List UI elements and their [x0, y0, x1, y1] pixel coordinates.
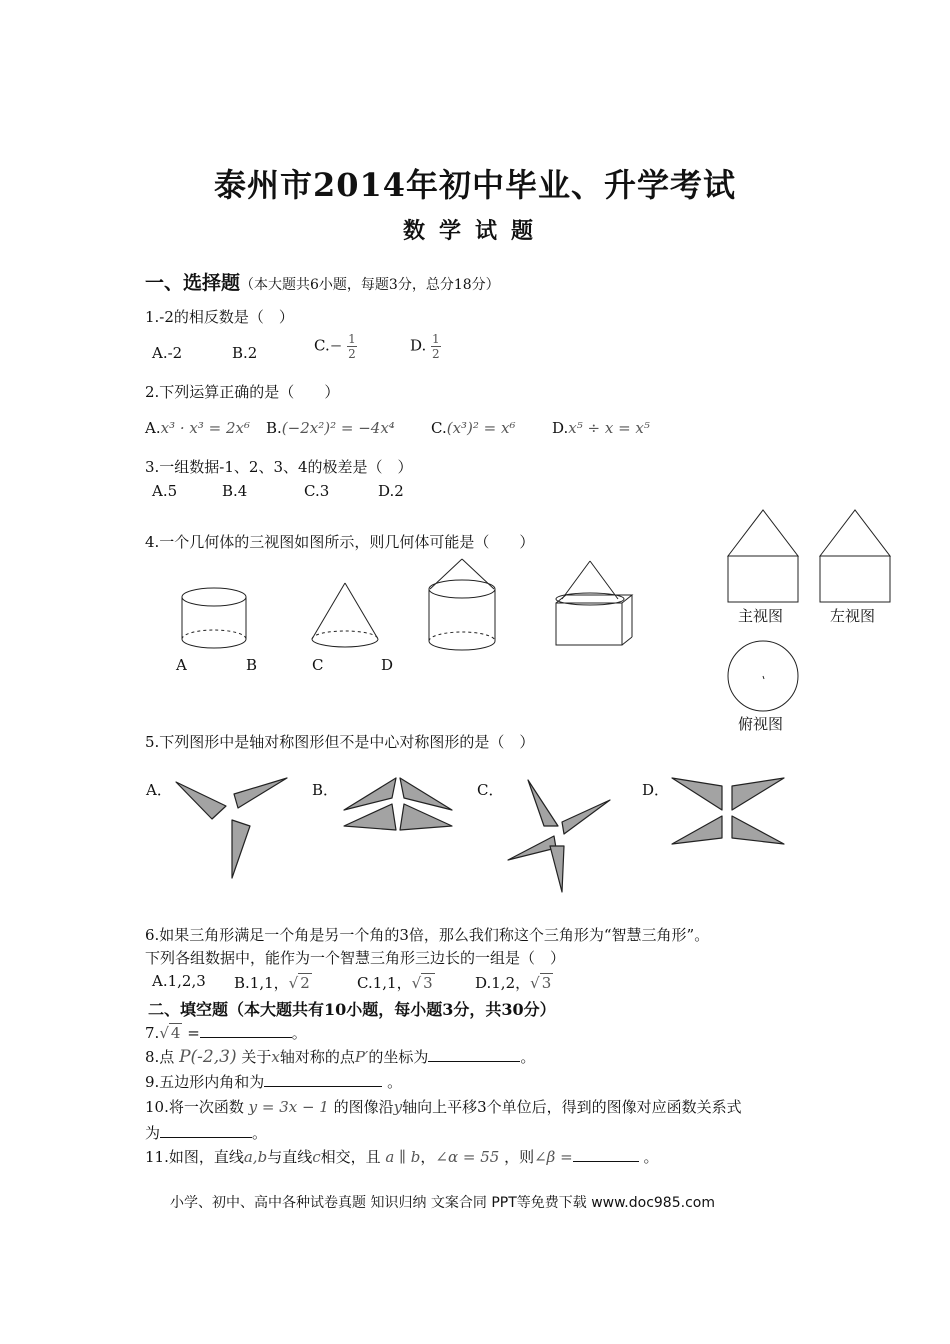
figure-d [672, 778, 784, 844]
top-view-label: 俯视图 [738, 715, 784, 733]
q11 [145, 1146, 658, 1167]
q6-b-radicand: 2 [300, 974, 310, 992]
q9-text: 9.五边形内角和为 [145, 1073, 265, 1091]
section1-title: 一、选择题 [145, 272, 241, 294]
left-view [820, 510, 890, 602]
q6-option-a: A.1,2,3 [152, 972, 206, 990]
left-view-label: 左视图 [830, 607, 876, 625]
q6-c-radicand: 3 [423, 974, 433, 992]
q5-label-d: D． [642, 781, 670, 799]
q11-comma: ， [420, 1148, 436, 1166]
page-footer: 小学、初中、高中各种试卷真题 知识归纳 文案合同 PPT等免费下载 www.doc985.com [170, 1195, 715, 1211]
q6-d-sqrt: √ 3 [530, 974, 552, 992]
q2-option-a [145, 419, 250, 437]
q8 [145, 1046, 535, 1067]
q6-b-sqrt: √ 2 [288, 974, 310, 992]
q4-label-b: B [246, 656, 258, 674]
q1-c-sign: − [329, 336, 343, 355]
q2-option-b [266, 419, 395, 437]
top-view [728, 641, 798, 711]
q2-c-label: C. [431, 419, 447, 437]
q6-stem-line1: 6.如果三角形满足一个角是另一个角的3倍，那么我们称这个三角形为“智慧三角形”。 [145, 926, 710, 944]
figure-b [344, 778, 452, 830]
q11-number: 11.如图，直线 [145, 1148, 244, 1166]
q2-a-math: x³ · x³ = 2x⁶ [160, 419, 250, 437]
q8-axis: x [271, 1048, 280, 1066]
page-subtitle: 数学试题 [402, 218, 547, 244]
q1-option-c-label: C. [314, 336, 330, 355]
q10-number: 10.将一次函数 [145, 1098, 249, 1116]
q11-post: ，则 [499, 1148, 535, 1166]
q4-label-c: C [312, 656, 324, 674]
q1-c-num: 1 [348, 332, 356, 346]
q1-option-c [314, 332, 357, 361]
q5-label-b: B． [312, 781, 339, 799]
q6-d-label: D.1,2， [475, 974, 531, 992]
q5-stem: 5.下列图形中是轴对称图形但不是中心对称图形的是（ ） [145, 733, 535, 751]
q11-beta: ∠β = [534, 1148, 573, 1166]
q10-function: y = 3x − 1 [248, 1098, 329, 1116]
q9 [145, 1071, 402, 1092]
q6-option-d [475, 972, 553, 993]
cone-figure-b [312, 583, 378, 647]
q4-stem: 4.一个几何体的三视图如图所示，则几何体可能是（ ） [145, 533, 535, 551]
q5-label-c: C． [477, 781, 504, 799]
q8-point: P(-2,3) [179, 1047, 237, 1067]
q2-d-math: x⁵ ÷ x = x⁵ [568, 419, 650, 437]
q7-radicand: 4 [170, 1024, 181, 1042]
page-title: 泰州市2014年初中毕业、升学考试 [213, 166, 737, 204]
section2-heading: 二、填空题（本大题共有10小题，每小题3分，共30分） [148, 1000, 556, 1019]
q9-end: 。 [382, 1073, 403, 1091]
q6-c-sqrt: √ 3 [411, 974, 433, 992]
q1-option-a: A.-2 [152, 344, 183, 362]
q6-c-label: C.1,1， [357, 974, 412, 992]
q2-stem: 2.下列运算正确的是（ ） [145, 383, 340, 401]
q7-sqrt: √ 4 [159, 1024, 181, 1042]
q1-c-den: 2 [348, 347, 356, 361]
q2-option-c [431, 419, 516, 437]
front-view-label: 主视图 [738, 607, 784, 625]
q4-figures [170, 555, 650, 655]
q1-option-d-label: D. [410, 336, 427, 355]
q4-label-d: D [381, 656, 394, 674]
q2-c-math: (x³)² = x⁶ [446, 419, 516, 437]
q1-option-b: B.2 [232, 344, 258, 362]
q10-post: 轴向上平移3个单位后，得到的图像对应函数关系式 [402, 1098, 742, 1116]
q11-line-c: c [312, 1148, 321, 1166]
q3-option-b: B.4 [222, 482, 248, 500]
section1-note: （本大题共6小题，每题3分，总分18分） [240, 277, 500, 293]
q11-alpha: ∠α = 55 [435, 1148, 500, 1166]
q6-stem-line2: 下列各组数据中，能作为一个智慧三角形三边长的一组是（ ） [145, 949, 566, 967]
q5-label-a: A． [146, 781, 172, 799]
q3-option-c: C.3 [304, 482, 330, 500]
cube-cone-figure-d [556, 561, 632, 645]
figure-c [508, 780, 610, 892]
q2-b-math: (−2x²)² = −4x⁴ [281, 419, 395, 437]
q10-line2-text: 为 [145, 1124, 161, 1142]
q5-figures [170, 772, 790, 897]
q8-end: 。 [520, 1048, 536, 1066]
q6-option-b [234, 972, 312, 993]
q11-end: 。 [638, 1148, 659, 1166]
q11-answer-blank[interactable] [573, 1147, 639, 1162]
q1-d-num: 1 [432, 332, 440, 346]
q10-line2 [145, 1122, 267, 1143]
q8-point-prime: P′ [354, 1048, 369, 1066]
q10-end: 。 [252, 1124, 268, 1142]
q6-option-c [357, 972, 435, 993]
q1-d-den: 2 [432, 347, 440, 361]
q10-axis: y [393, 1098, 403, 1116]
q10-answer-blank[interactable] [160, 1123, 252, 1138]
q1-stem: 1.-2的相反数是（ ） [145, 308, 294, 326]
q7-number: 7. [145, 1024, 160, 1042]
q2-option-d [552, 419, 650, 437]
q2-b-label: B. [266, 419, 282, 437]
q3-stem: 3.一组数据-1、2、3、4的极差是（ ） [145, 458, 413, 476]
q7-end: 。 [291, 1024, 307, 1042]
q6-b-label: B.1,1， [234, 974, 289, 992]
q11-lines-ab: a,b [243, 1148, 268, 1166]
q11-mid2: 相交，且 [320, 1148, 386, 1166]
q8-mid2: 轴对称的点 [279, 1048, 355, 1066]
q8-mid: 关于 [236, 1048, 272, 1066]
q10-mid: 的图像沿 [328, 1098, 394, 1116]
q11-mid: 与直线 [267, 1148, 313, 1166]
q7 [145, 1022, 307, 1043]
q2-d-label: D. [552, 419, 569, 437]
q1-option-d [410, 332, 441, 361]
front-view [728, 510, 798, 602]
cylinder-cone-figure-c [429, 559, 495, 650]
cylinder-figure-a [182, 588, 246, 648]
q4-label-a: A [176, 656, 187, 674]
q11-parallel: a ∥ b [385, 1148, 421, 1166]
section-heading-choice [145, 268, 500, 295]
q2-a-label: A. [145, 419, 161, 437]
q7-equals: = [182, 1024, 200, 1042]
figure-a [176, 778, 287, 878]
q8-answer-blank[interactable] [428, 1047, 520, 1062]
q3-option-d: D.2 [378, 482, 404, 500]
q8-post: 的坐标为 [368, 1048, 429, 1066]
q6-d-radicand: 3 [541, 974, 552, 992]
q9-answer-blank[interactable] [264, 1072, 382, 1087]
q8-number: 8.点 [145, 1048, 180, 1066]
q1-c-fraction [347, 332, 357, 361]
q10-line1 [145, 1096, 742, 1117]
q3-option-a: A.5 [152, 482, 178, 500]
q7-answer-blank[interactable] [200, 1023, 292, 1038]
q1-d-fraction [431, 332, 441, 361]
